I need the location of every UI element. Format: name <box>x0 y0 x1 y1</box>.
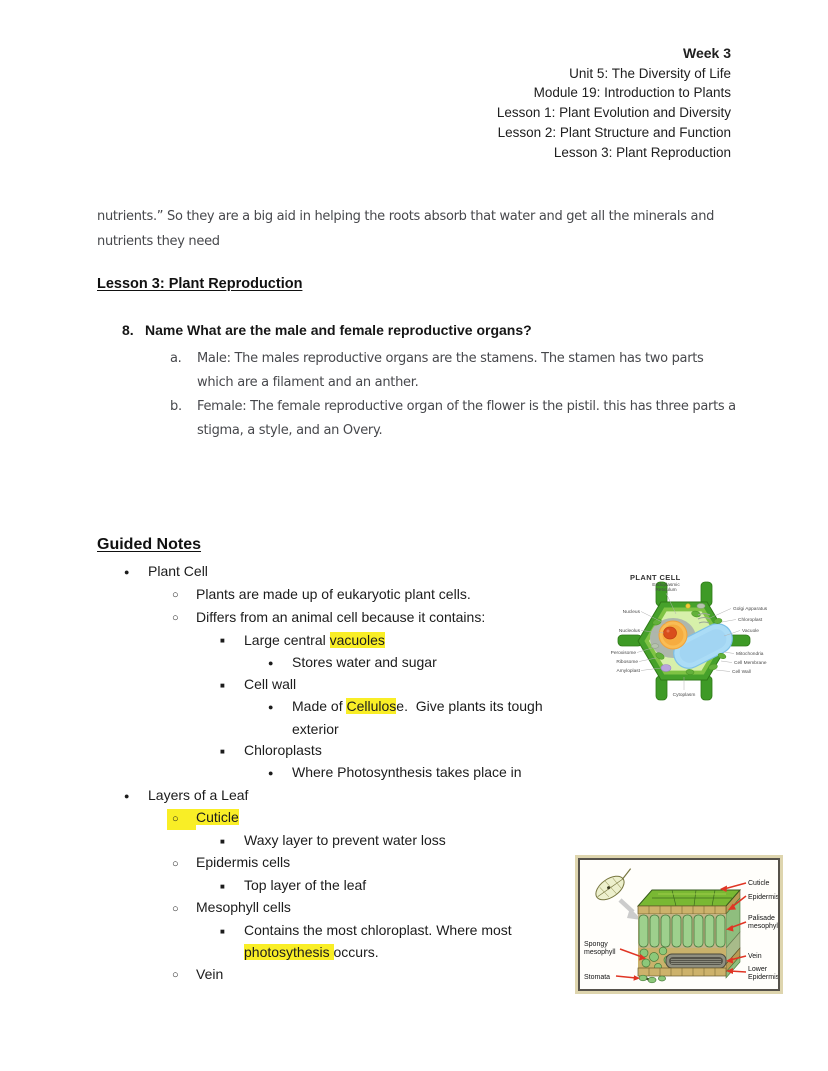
plant-cell-label-ribosome: Ribosome <box>616 660 638 665</box>
lesson-heading: Lesson 3: Plant Reproduction <box>97 276 303 292</box>
bullet-icon: ■ <box>220 836 225 846</box>
leaf-label-cuticle: Cuticle <box>748 880 770 887</box>
highlighted-text: Cuticle <box>196 809 239 825</box>
bullet-icon: ■ <box>220 636 225 645</box>
guided-notes-list <box>97 561 567 987</box>
bullet-icon: ● <box>124 567 130 577</box>
note-item <box>97 674 567 696</box>
plant-cell-title: PLANT CELL <box>630 573 681 582</box>
leaf-label-vein: Vein <box>748 953 762 960</box>
answer-list <box>97 347 757 442</box>
note-text: Made of <box>292 698 347 714</box>
note-text: Waxy layer to prevent water loss <box>244 832 446 848</box>
plant-cell-label-peroxisome: Peroxisome <box>610 651 636 656</box>
leaf-label-spongy-1: Spongy <box>584 941 608 948</box>
plant-cell-label-nucleus: Nucleus <box>622 610 640 615</box>
plant-cell-label-cell-wall: Cell Wall <box>732 670 751 675</box>
answer-text: Female: The female reproductive organ of the flower is the pistil. this has three parts a stigma, a style, and an Overy. <box>197 399 736 438</box>
note-text: occurs. <box>333 944 379 960</box>
answer-marker: b. <box>170 399 182 414</box>
header-line-unit: Unit 5: The Diversity of Life <box>569 65 731 81</box>
note-item <box>97 807 567 830</box>
note-text: Where Photosynthesis takes place in <box>292 764 522 780</box>
note-item <box>97 785 567 808</box>
plant-cell-illustration <box>600 564 812 704</box>
highlighted-text: Cellulos <box>346 698 397 714</box>
note-text: Top layer of the leaf <box>244 877 367 893</box>
header-line-lesson3: Lesson 3: Plant Reproduction <box>553 144 731 160</box>
note-item <box>97 584 567 607</box>
plant-cell-diagram <box>600 564 812 704</box>
note-text: Contains the most chloroplast. Where most <box>244 922 516 938</box>
note-text: Plants are made up of eukaryotic plant cells. <box>196 585 471 602</box>
bullet-icon: ○ <box>172 969 179 981</box>
highlighted-text: photosythesis <box>244 944 334 960</box>
leaf-label-palisade-1: Palisade <box>748 915 775 922</box>
bullet-icon: ● <box>124 790 130 801</box>
answer-marker: a. <box>170 351 182 366</box>
note-text: Vein <box>196 965 224 982</box>
nucleus-shape <box>659 621 687 649</box>
intro-paragraph: nutrients.” So they are a big aid in helping the roots absorb that water and get all the minerals and nutrients they need <box>97 209 715 249</box>
note-text: Layers of a Leaf <box>148 786 249 803</box>
bullet-icon: ○ <box>172 809 196 831</box>
bullet-icon: ● <box>268 768 274 778</box>
plant-cell-label-er-2: Reticulum <box>655 588 677 593</box>
question-prompt-text: Name What are the male and female reproductive organs? <box>145 322 532 338</box>
note-text: Plant Cell <box>148 563 208 579</box>
amyloplast-shape <box>661 665 671 672</box>
plant-cell-label-mitochondria: Mitochondria <box>736 652 764 657</box>
bullet-icon: ○ <box>172 612 179 624</box>
note-text: Epidermis cells <box>196 854 291 870</box>
bullet-icon: ● <box>268 702 274 712</box>
leaf-label-lower-2: Epidermis <box>748 974 778 981</box>
note-item <box>97 875 567 897</box>
note-item <box>97 920 567 964</box>
header-line-module: Module 19: Introduction to Plants <box>533 85 731 101</box>
highlighted-text: vacuoles <box>329 631 385 648</box>
page-header <box>497 44 731 162</box>
leaf-label-epidermis: Epidermis <box>748 894 778 901</box>
note-item <box>97 830 567 852</box>
leaf-label-lower-1: Lower <box>748 966 768 973</box>
plant-cell-label-cytoplasm: Cytoplasm <box>672 693 696 698</box>
answer-item <box>97 347 742 394</box>
note-text: Large central <box>244 631 330 648</box>
answer-item <box>97 395 742 442</box>
plant-cell-label-golgi: Golgi Apparatus <box>733 607 768 612</box>
note-item <box>97 762 567 785</box>
plant-cell-label-amyloplast: Amyloplast <box>616 669 640 674</box>
question-prompt <box>97 320 757 340</box>
leaf-diagram <box>578 858 780 991</box>
note-item <box>97 964 567 987</box>
note-item <box>97 696 567 740</box>
header-line-lesson1: Lesson 1: Plant Evolution and Diversity <box>496 105 731 121</box>
leaf-icon <box>592 865 642 920</box>
note-item <box>97 652 567 675</box>
bullet-icon: ● <box>268 657 274 668</box>
leaf-label-palisade-2: mesophyll <box>748 923 778 930</box>
note-text: Chloroplasts <box>244 742 322 758</box>
note-item <box>97 607 567 630</box>
plant-cell-label-nucleolus: Nucleolus <box>618 629 640 634</box>
bullet-icon: ○ <box>172 589 179 601</box>
bullet-icon: ■ <box>220 680 225 690</box>
guided-notes-heading: Guided Notes <box>97 536 202 553</box>
note-item <box>97 740 567 762</box>
bullet-icon: ■ <box>220 881 225 891</box>
plant-cell-label-cell-membrane: Cell Membrane <box>734 661 767 666</box>
peroxisome-shape <box>686 604 690 608</box>
note-item <box>97 897 567 920</box>
note-item <box>97 630 567 652</box>
note-text: e. Give plants its tough exterior <box>292 698 547 737</box>
leaf-label-spongy-2: mesophyll <box>584 949 616 956</box>
vein-shape <box>666 954 726 968</box>
note-item <box>97 852 567 875</box>
note-item <box>97 561 567 584</box>
plant-cell-label-vacuole: Vacuole <box>742 629 759 634</box>
bullet-icon: ○ <box>172 902 179 915</box>
question-8 <box>97 320 757 443</box>
answer-text: Male: The males reproductive organs are the stamens. The stamen has two parts which are a filament and an anther. <box>197 351 704 390</box>
leaf-label-stomata: Stomata <box>584 974 611 981</box>
header-week: Week 3 <box>683 45 731 61</box>
note-text: Stores water and sugar <box>292 653 437 670</box>
bullet-icon: ○ <box>172 857 179 870</box>
bullet-icon: ■ <box>220 746 225 756</box>
leaf-block <box>638 890 740 983</box>
header-line-lesson2: Lesson 2: Plant Structure and Function <box>497 124 731 140</box>
plant-cell-label-chloroplast: Chloroplast <box>738 618 763 623</box>
question-number: 8. <box>122 322 134 338</box>
note-text: Cell wall <box>244 676 297 692</box>
leaf-illustration <box>580 860 778 989</box>
plant-cell-label-er-1: Endoplasmic <box>652 583 680 588</box>
bullet-icon: ■ <box>220 926 225 936</box>
note-text: Mesophyll cells <box>196 899 291 915</box>
note-text: Differs from an animal cell because it contains: <box>196 608 486 625</box>
